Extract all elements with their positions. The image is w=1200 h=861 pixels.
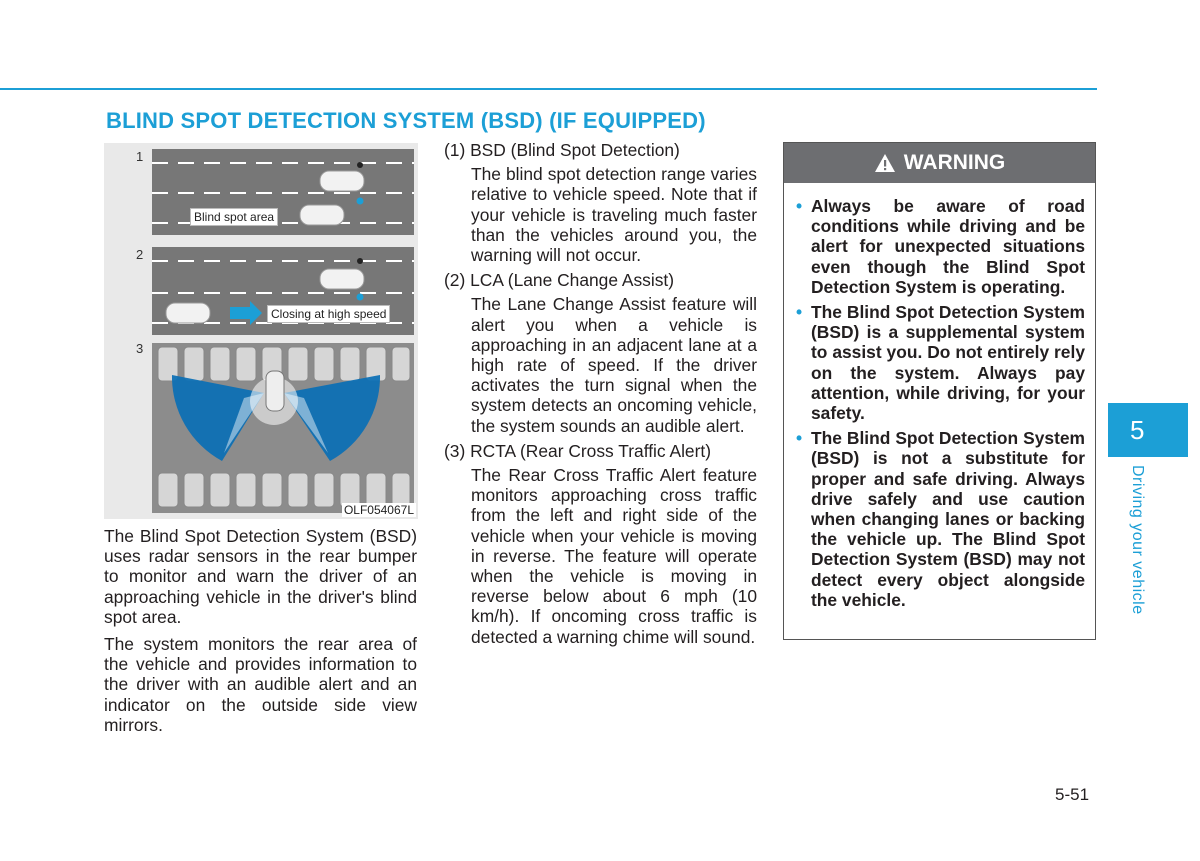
feature-heading-bsd: (1) BSD (Blind Spot Detection) — [444, 140, 680, 160]
intro-paragraph: The Blind Spot Detection System (BSD) uses radar sensors in the rear bumper to monitor and warn the driver of an approaching vehicle in the driver's blind spot area. — [104, 526, 417, 627]
bsd-diagram — [104, 143, 418, 519]
bullet-icon: • — [796, 302, 803, 323]
chapter-title: Driving your vehicle — [1129, 465, 1146, 615]
car-icon — [166, 303, 210, 323]
feature-body-bsd: The blind spot detection range varies relative to vehicle speed. Note that if your vehicle is traveling much faster than the vehicles around you, the warning will not occur. — [471, 164, 757, 266]
host-car-icon — [266, 371, 284, 411]
bullet-icon: • — [796, 428, 803, 449]
warning-item: • The Blind Spot Detection System (BSD) is not a substitute for proper and safe driving. Always drive safely and use caution when changing lanes or backing the vehicle up. The Blind Spot Detection System (BSD) may not detect every object alongside the vehicle. — [796, 428, 1085, 610]
feature-heading-lca: (2) LCA (Lane Change Assist) — [444, 270, 675, 291]
page-number: 5-51 — [1055, 785, 1090, 804]
panel-number-3: 3 — [136, 341, 144, 356]
car-icon — [300, 205, 344, 225]
figure-code: OLF054067L — [343, 503, 414, 517]
section-title: BLIND SPOT DETECTION SYSTEM (BSD) (IF EQUIPPED) — [106, 108, 706, 133]
feature-body-lca: The Lane Change Assist feature will alert you when a vehicle is approaching in an adjacent lane at a high rate of speed. If the driver activates the turn signal when the system detects an oncoming vehicle, the system sounds an audible alert. — [471, 294, 757, 436]
warning-heading: WARNING — [903, 151, 1006, 174]
warning-item: • Always be aware of road conditions while driving and be alert for unexpected situations even though the Blind Spot Detection System is operating. — [796, 196, 1085, 297]
bullet-icon: • — [796, 196, 803, 216]
car-icon — [320, 269, 364, 289]
feature-list — [444, 140, 757, 652]
label-closing-high-speed: Closing at high speed — [267, 305, 390, 323]
feature-body-rcta: The Rear Cross Traffic Alert feature monitors approaching cross traffic from the left and right side of the vehicle when your vehicle is moving in reverse. The feature will operate when the vehicle is moving in reverse below about 6 mph (10 km/h). If oncoming cross traffic is detected a warning chime will sound. — [471, 465, 757, 647]
warning-header — [784, 143, 1095, 183]
chapter-number: 5 — [1130, 414, 1145, 445]
warning-triangle-icon — [874, 153, 896, 173]
warning-box — [783, 142, 1096, 640]
bsd-illustration — [104, 143, 418, 519]
panel-number-1: 1 — [136, 149, 144, 164]
panel-number-2: 2 — [136, 247, 144, 262]
warning-list — [784, 196, 1095, 610]
label-blind-spot-area: Blind spot area — [190, 208, 278, 226]
car-icon — [320, 171, 364, 191]
intro-paragraph: The system monitors the rear area of the vehicle and provides information to the driver with an audible alert and an indicator on the outside side view mirrors. — [104, 634, 417, 735]
header-rule — [0, 88, 1097, 90]
feature-heading-rcta: (3) RCTA (Rear Cross Traffic Alert) — [444, 440, 712, 461]
intro-text — [104, 526, 417, 742]
chapter-tab[interactable] — [1108, 403, 1188, 457]
warning-item: • The Blind Spot Detection System (BSD) is a supplemental system to assist you. Do not entirely rely on the system. Always pay attention, while driving, for your safety. — [796, 302, 1085, 424]
